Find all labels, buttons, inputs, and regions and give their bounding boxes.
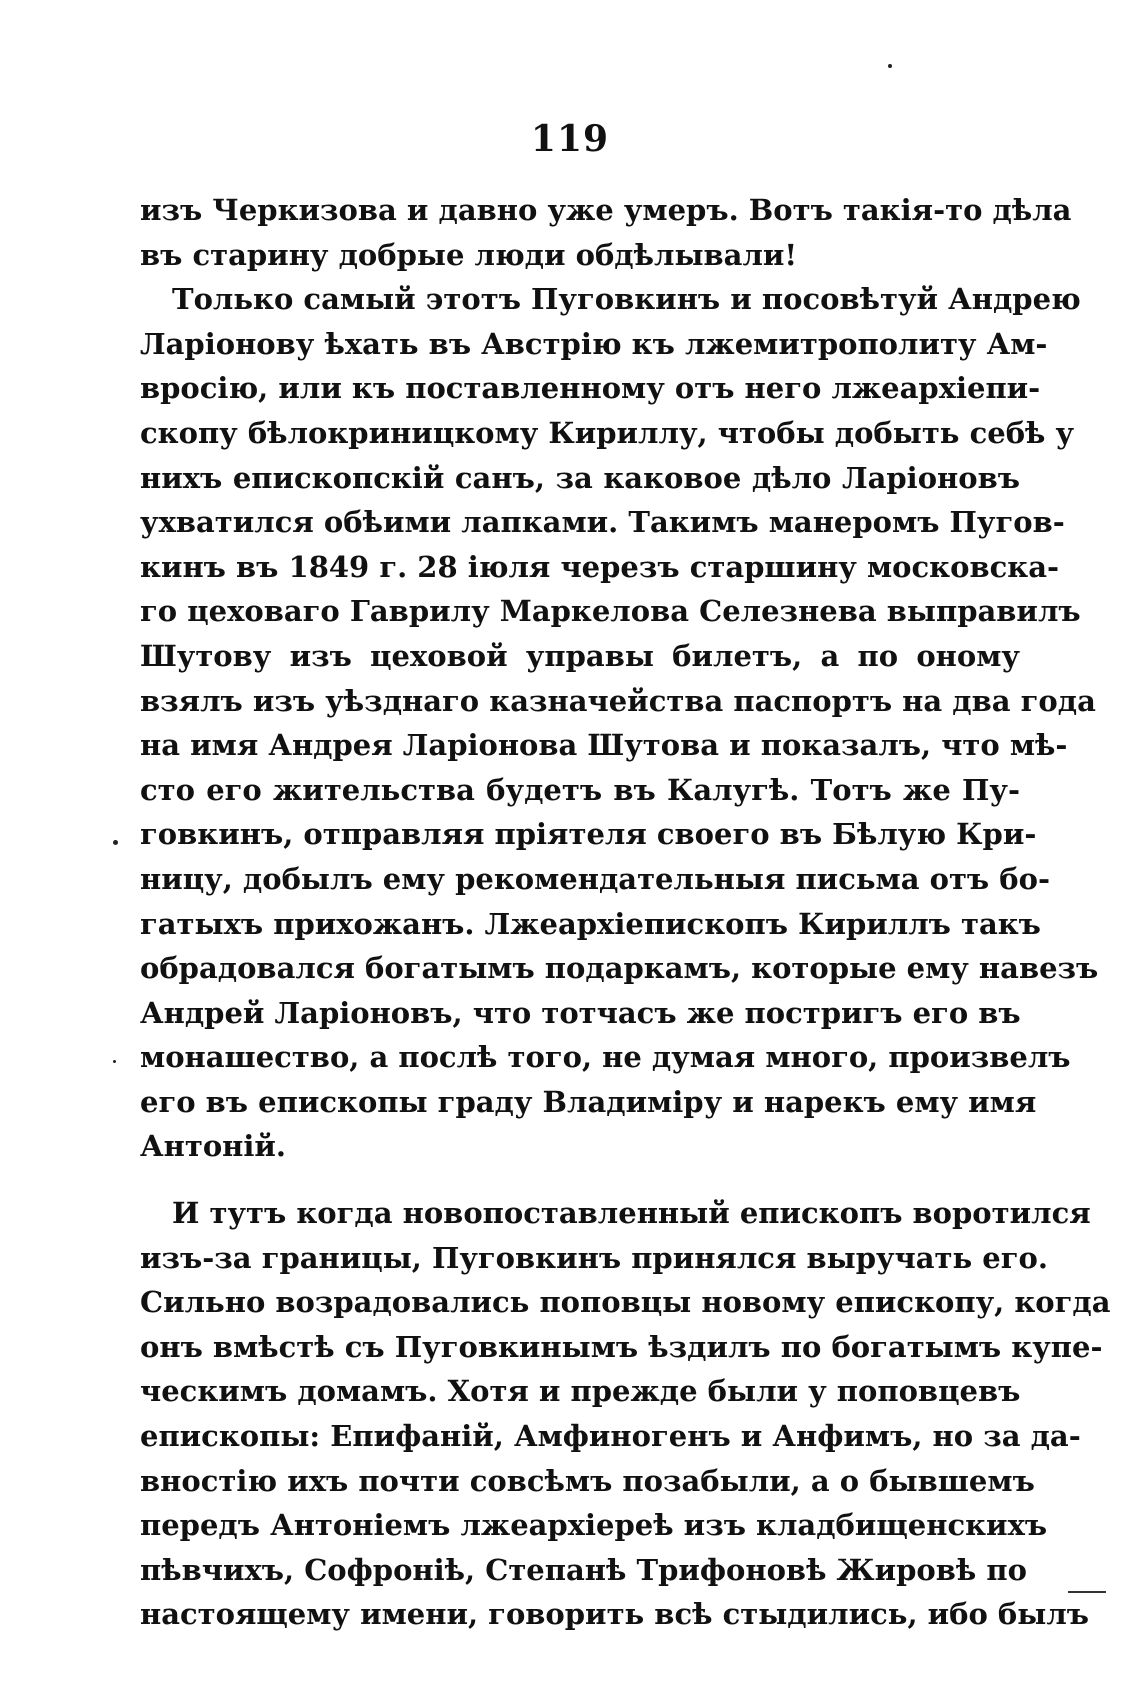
text-line: Ларіонову ѣхать въ Австрію къ лжемитрополиту Ам- [140,326,1048,361]
text-line: изъ-за границы, Пуговкинъ принялся выручать его. [140,1240,1048,1275]
text-line: пѣвчихъ, Софроніѣ, Степанѣ Трифоновѣ Жировѣ по [140,1552,1027,1587]
text-line: на имя Андрея Ларіонова Шутова и показалъ, что мѣ- [140,728,1068,763]
text-line: говкинъ, отправляя пріятеля своего въ Бѣлую Кри- [140,817,1037,852]
scan-mark [1068,1591,1106,1593]
scan-speck [113,840,118,845]
text-line: взялъ изъ уѣзднаго казначейства паспортъ на два года [140,683,1096,718]
text-line: ницу, добылъ ему рекомендательныя письма отъ бо- [140,861,1050,896]
text-line: И тутъ когда новопоставленный епископъ воротился [172,1196,1091,1231]
text-line: Сильно возрадовались поповцы новому епископу, когда [140,1285,1111,1320]
text-line: скопу бѣлокриницкому Кириллу, чтобы добыть себѣ у [140,415,1075,450]
paragraph-spacer [140,1169,1020,1191]
text-line: епископы: Епифаній, Амфиногенъ и Анфимъ, но за да- [140,1419,1081,1454]
text-line: Только самый этотъ Пуговкинъ и посовѣтуй Андрею [172,282,1081,317]
text-line: Андрей Ларіоновъ, что тотчасъ же постригъ его въ [140,995,1021,1030]
text-line: сто его жительства будетъ въ Калугѣ. Тотъ же Пу- [140,772,1020,807]
text-line: кинъ въ 1849 г. 28 іюля черезъ старшину московска- [140,549,1060,584]
text-line: вностію ихъ почти совсѣмъ позабыли, а о бывшемъ [140,1463,1035,1498]
text-line: настоящему имени, говорить всѣ стыдились, ибо былъ [140,1597,1090,1632]
page-body [140,188,1111,1637]
text-line: ухватился обѣими лапками. Такимъ манеромъ Пугов- [140,505,1065,540]
text-line: гатыхъ прихожанъ. Лжеархіепископъ Кириллъ такъ [140,906,1041,941]
page-number: 119 [530,118,610,160]
text-line: го цеховаго Гаврилу Маркелова Селезнева выправилъ [140,594,1081,629]
text-line: нихъ епископскій санъ, за каковое дѣло Ларіоновъ [140,460,1020,495]
text-line: вросію, или къ поставленному отъ него лжеархіепи- [140,371,1041,406]
scan-speck [113,1060,116,1063]
paragraph [140,188,1072,277]
paragraph [140,277,1099,1169]
text-line: его въ епископы граду Владиміру и нарекъ ему имя [140,1084,1037,1119]
text-line: изъ Черкизова и давно уже умеръ. Вотъ такія-то дѣла [140,193,1072,227]
text-line: передъ Антоніемъ лжеархіереѣ изъ кладбищенскихъ [140,1508,1048,1543]
text-line: Шутову изъ цеховой управы билетъ, а по оному [140,638,1020,673]
text-line: Антоній. [140,1129,287,1164]
text-line: обрадовался богатымъ подаркамъ, которые ему навезъ [140,951,1099,986]
text-line: монашество, а послѣ того, не думая много, произвелъ [140,1040,1071,1075]
text-line: онъ вмѣстѣ съ Пуговкинымъ ѣздилъ по богатымъ купе- [140,1329,1103,1364]
text-line: въ старину добрые люди обдѣлывали! [140,237,798,272]
scan-speck [888,64,892,68]
paragraph [140,1191,1111,1637]
text-line: ческимъ домамъ. Хотя и прежде были у поповцевъ [140,1374,1021,1409]
